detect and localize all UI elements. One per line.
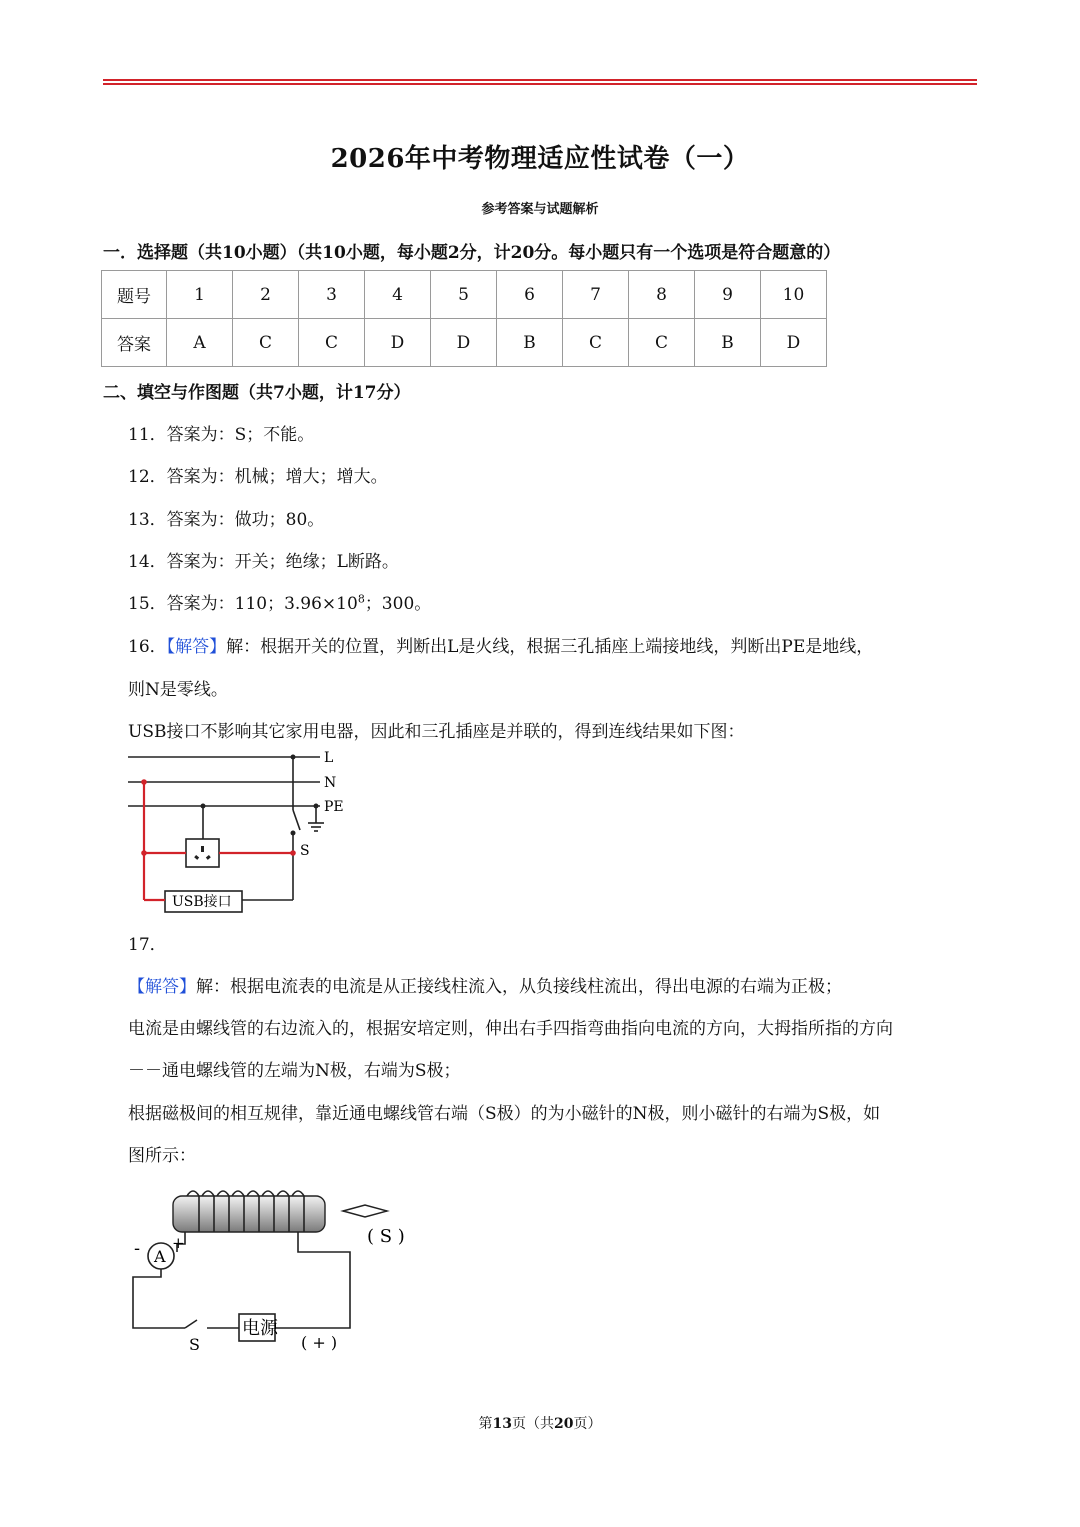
footer-total-pages: 20	[554, 1416, 574, 1432]
table-cell: 8	[629, 271, 695, 319]
label-usb: USB接口	[172, 894, 232, 910]
label-PE: PE	[324, 799, 344, 815]
switch-blade	[185, 1320, 197, 1328]
red-junction-left	[141, 850, 147, 856]
table-cell: 2	[233, 271, 299, 319]
table-cell: 3	[299, 271, 365, 319]
footer-page-number: 13	[492, 1416, 512, 1432]
page-footer	[0, 1413, 1080, 1433]
wiring-diagram	[120, 745, 360, 920]
answer-q16-line2: 则N是零线。	[128, 680, 228, 700]
table-cell: 1	[167, 271, 233, 319]
junction-switch	[291, 831, 296, 836]
junction-L	[291, 755, 296, 760]
table-cell: C	[233, 319, 299, 367]
table-cell: C	[629, 319, 695, 367]
q17-text: 解：根据电流表的电流是从正接线柱流入，从负接线柱流出，得出电源的右端为正极；	[196, 977, 842, 997]
label-N: N	[324, 775, 337, 791]
table-cell: D	[365, 319, 431, 367]
ammeter-A: A	[154, 1247, 166, 1266]
answer-q17-line5: 图所示：	[128, 1146, 196, 1166]
wire-coil-right	[275, 1232, 350, 1328]
socket-pin-right	[206, 855, 211, 860]
table-cell: C	[563, 319, 629, 367]
table-cell: B	[497, 319, 563, 367]
switch-label-S: S	[189, 1335, 200, 1354]
socket-pin-top	[201, 846, 204, 852]
answer-q14: 14．答案为：开关；绝缘；L断路。	[128, 552, 399, 572]
label-switch-S: S	[300, 843, 310, 859]
header-rule-top	[103, 79, 977, 81]
table-cell: A	[167, 319, 233, 367]
answer-q13: 13．答案为：做功；80。	[128, 510, 325, 530]
table-cell: 9	[695, 271, 761, 319]
needle-label-S: ( S )	[367, 1226, 405, 1247]
table-cell: 4	[365, 271, 431, 319]
junction-ground	[314, 804, 319, 809]
table-cell: 5	[431, 271, 497, 319]
answer-table	[101, 270, 827, 367]
power-label: 电源	[242, 1318, 278, 1339]
table-row-numbers	[102, 271, 827, 319]
socket-box	[186, 839, 219, 867]
red-junction-N	[141, 779, 147, 785]
answer-q17-line2: 电流是由螺线管的右边流入的，根据安培定则，伸出右手四指弯曲指向电流的方向，大拇指所指的方向	[128, 1019, 893, 1039]
solenoid-diagram	[125, 1182, 425, 1360]
table-cell: D	[761, 319, 827, 367]
socket-pin-left	[194, 855, 199, 860]
footer-prefix: 第	[478, 1416, 493, 1432]
switch-blade	[293, 810, 300, 830]
row-label-answer: 答案	[102, 319, 167, 367]
table-cell: D	[431, 319, 497, 367]
ammeter-minus: -	[134, 1238, 141, 1259]
answer-q16-line3: USB接口不影响其它家用电器，因此和三孔插座是并联的，得到连线结果如下图：	[128, 722, 745, 742]
section2-heading: 二、填空与作图题（共7小题，计17分）	[103, 383, 411, 403]
header-rule-bottom	[103, 83, 977, 85]
label-L: L	[324, 750, 334, 766]
table-cell: C	[299, 319, 365, 367]
row-label-number: 题号	[102, 271, 167, 319]
answer-q12: 12．答案为：机械；增大；增大。	[128, 467, 388, 487]
q16-number: 16．	[128, 637, 167, 657]
answer-q17-line3: －－通电螺线管的左端为N极，右端为S极；	[128, 1061, 461, 1081]
page-subtitle: 参考答案与试题解析	[481, 202, 599, 217]
table-cell: B	[695, 319, 761, 367]
footer-mid: 页（共	[512, 1416, 554, 1432]
wire-left-loop	[133, 1269, 185, 1328]
q16-text: 解：根据开关的位置，判断出L是火线，根据三孔插座上端接地线，判断出PE是地线，	[226, 637, 874, 657]
table-cell: 6	[497, 271, 563, 319]
power-plus-label: ( + )	[301, 1333, 338, 1352]
q15-text-end: ；300。	[364, 594, 432, 614]
q15-exponent: 8	[357, 592, 365, 606]
answer-q17-line1	[128, 972, 842, 997]
table-row-answers	[102, 319, 827, 367]
answer-tag: 【解答】	[128, 977, 196, 997]
section1-heading: 一．选择题（共10小题）（共10小题，每小题2分，计20分。每小题只有一个选项是符合题意的）	[103, 243, 841, 263]
solenoid-core	[173, 1196, 325, 1232]
ammeter-plus: +	[172, 1234, 185, 1252]
q15-text: 15．答案为：110；3.96×10	[128, 594, 358, 614]
footer-suffix: 页）	[573, 1416, 602, 1432]
answer-tag: 【解答】	[166, 637, 227, 657]
page-title: 2026年中考物理适应性试卷（一）	[330, 144, 750, 174]
answer-q11: 11．答案为：S；不能。	[128, 425, 315, 445]
answer-q17-line4: 根据磁极间的相互规律，靠近通电螺线管右端（S极）的为小磁针的N极，则小磁针的右端为S极，如	[128, 1104, 881, 1124]
answer-q17-number: 17．	[128, 935, 167, 955]
answer-q16-line1	[128, 632, 873, 657]
answer-q15	[128, 589, 431, 614]
junction-PE	[201, 804, 206, 809]
red-junction-right	[290, 850, 296, 856]
compass-needle	[343, 1205, 387, 1217]
table-cell: 7	[563, 271, 629, 319]
table-cell: 10	[761, 271, 827, 319]
